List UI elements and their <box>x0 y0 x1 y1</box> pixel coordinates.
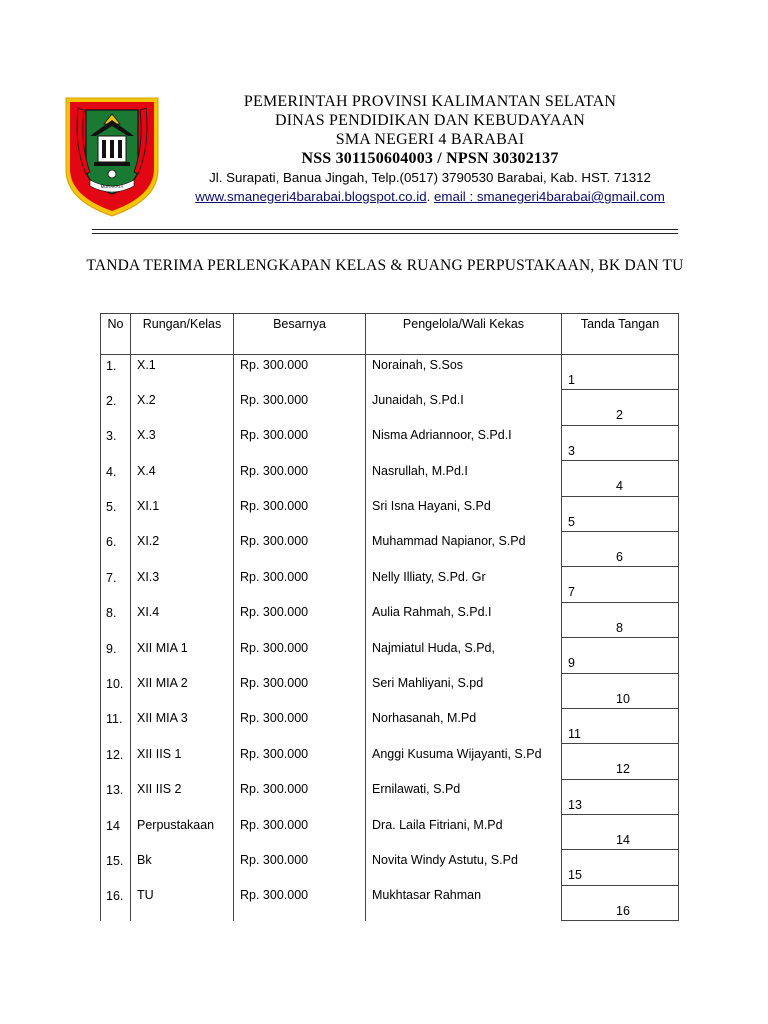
row-number-text: 15. <box>106 853 124 868</box>
manager-cell-text: Aulia Rahmah, S.Pd.I <box>372 605 492 620</box>
row-number-text: 8. <box>106 606 117 621</box>
manager-cell-text: Mukhtasar Rahman <box>372 888 482 903</box>
amount-cell-text: Rp. 300.000 <box>240 358 309 372</box>
table-header-row <box>101 314 679 355</box>
website-link[interactable]: www.smanegeri4barabai.blogspot.co.id <box>195 189 427 204</box>
signature-cell <box>562 496 679 531</box>
signature-cell <box>562 390 679 425</box>
row-number-text: 3. <box>106 429 117 444</box>
manager-cell-text: Norainah, S.Sos <box>372 358 464 372</box>
manager-cell-text: Anggi Kusuma Wijayanti, S.Pd <box>372 746 542 761</box>
header-government: PEMERINTAH PROVINSI KALIMANTAN SELATAN <box>243 93 617 110</box>
room-cell <box>131 673 234 708</box>
room-cell <box>131 425 234 460</box>
amount-cell-text: Rp. 300.000 <box>240 392 309 407</box>
manager-cell-text: Sri Isna Hayani, S.Pd <box>372 499 491 514</box>
header-school-name: SMA NEGERI 4 BARABAI <box>335 131 525 148</box>
amount-cell <box>234 885 366 920</box>
row-number-text: 14 <box>106 818 120 833</box>
row-number-text: 11. <box>106 712 123 727</box>
signature-cell <box>562 461 679 496</box>
amount-cell <box>234 567 366 602</box>
amount-cell-text: Rp. 300.000 <box>240 428 309 443</box>
manager-cell-text: Nasrullah, M.Pd.I <box>372 463 468 478</box>
table-row <box>101 355 679 390</box>
row-number-text: 7. <box>106 570 117 585</box>
manager-cell <box>366 461 562 496</box>
signature-cell-text: 10 <box>616 691 630 706</box>
amount-cell-text: Rp. 300.000 <box>240 569 309 584</box>
manager-cell <box>366 815 562 850</box>
manager-cell-text: Nelly Illiaty, S.Pd. Gr <box>372 569 486 584</box>
signature-cell <box>562 531 679 566</box>
signature-cell-text: 14 <box>616 833 630 848</box>
room-cell-text: X.4 <box>137 463 156 478</box>
amount-cell-text: Rp. 300.000 <box>240 888 309 903</box>
amount-cell <box>234 673 366 708</box>
row-number <box>101 425 131 460</box>
signature-cell-text: 6 <box>616 549 623 564</box>
header-contact: www.smanegeri4barabai.blogspot.co.id. email : smanegeri4barabai@gmail.com <box>195 189 665 204</box>
amount-cell <box>234 850 366 885</box>
column-header-signature: Tanda Tangan <box>562 314 679 355</box>
row-number-text: 9. <box>106 641 117 656</box>
row-number <box>101 496 131 531</box>
manager-cell <box>366 673 562 708</box>
room-cell-text: XII MIA 3 <box>137 711 188 726</box>
amount-cell <box>234 496 366 531</box>
row-number <box>101 531 131 566</box>
signature-cell <box>562 638 679 673</box>
table-row <box>101 496 679 531</box>
row-number <box>101 815 131 850</box>
document-title: TANDA TERIMA PERLENGKAPAN KELAS & RUANG PERPUSTAKAAN, BK DAN TU <box>86 257 684 274</box>
amount-cell <box>234 355 366 390</box>
room-cell-text: Bk <box>137 852 152 867</box>
table-body <box>101 355 679 921</box>
signature-cell-text: 7 <box>568 585 575 600</box>
row-number-text: 6. <box>106 535 117 550</box>
room-cell <box>131 496 234 531</box>
amount-cell-text: Rp. 300.000 <box>240 463 309 478</box>
signature-cell-text: 8 <box>616 620 623 635</box>
header-nss-npsn: NSS 301150604003 / NPSN 30302137 <box>301 150 559 167</box>
receipt-table <box>100 313 679 921</box>
table-row <box>101 815 679 850</box>
manager-cell-text: Novita Windy Astutu, S.Pd <box>372 852 518 867</box>
hulu-sungai-tengah-crest-icon <box>64 96 160 218</box>
amount-cell-text: Rp. 300.000 <box>240 640 309 655</box>
column-header-no: No <box>101 314 131 355</box>
table-row <box>101 708 679 743</box>
header-department: DINAS PENDIDIKAN DAN KEBUDAYAAN <box>274 112 586 129</box>
signature-cell <box>562 815 679 850</box>
manager-cell <box>366 638 562 673</box>
signature-cell-text: 3 <box>568 443 575 458</box>
room-cell-text: X.3 <box>137 428 156 443</box>
row-number <box>101 744 131 779</box>
crest-motto: MURAKATA <box>100 184 124 189</box>
room-cell-text: XII IIS 2 <box>137 782 182 797</box>
letterhead <box>160 92 700 206</box>
table-row <box>101 779 679 814</box>
table-row <box>101 602 679 637</box>
table-row <box>101 673 679 708</box>
manager-cell <box>366 496 562 531</box>
row-number <box>101 567 131 602</box>
column-header-manager: Pengelola/Wali Kekas <box>366 314 562 355</box>
row-number-text: 1. <box>106 359 117 373</box>
amount-cell-text: Rp. 300.000 <box>240 499 309 514</box>
manager-cell <box>366 850 562 885</box>
room-cell-text: XII MIA 1 <box>137 640 188 655</box>
amount-cell <box>234 425 366 460</box>
row-number <box>101 673 131 708</box>
table-row <box>101 390 679 425</box>
signature-cell <box>562 850 679 885</box>
manager-cell <box>366 390 562 425</box>
amount-cell-text: Rp. 300.000 <box>240 711 309 726</box>
room-cell <box>131 355 234 390</box>
signature-cell-text: 1 <box>568 373 575 387</box>
manager-cell <box>366 744 562 779</box>
amount-cell <box>234 531 366 566</box>
row-number <box>101 708 131 743</box>
signature-cell-text: 5 <box>568 514 575 529</box>
row-number <box>101 779 131 814</box>
manager-cell <box>366 425 562 460</box>
row-number <box>101 355 131 390</box>
signature-cell-text: 12 <box>616 762 630 777</box>
row-number-text: 16. <box>106 889 124 904</box>
room-cell <box>131 461 234 496</box>
room-cell-text: XI.4 <box>137 605 160 620</box>
room-cell-text: X.2 <box>137 392 156 407</box>
room-cell <box>131 815 234 850</box>
amount-cell-text: Rp. 300.000 <box>240 817 309 832</box>
manager-cell <box>366 355 562 390</box>
room-cell <box>131 850 234 885</box>
column-header-amount: Besarnya <box>234 314 366 355</box>
room-cell-text: XI.1 <box>137 499 160 514</box>
manager-cell-text: Junaidah, S.Pd.I <box>372 392 464 407</box>
signature-cell <box>562 708 679 743</box>
manager-cell-text: Ernilawati, S.Pd <box>372 782 461 797</box>
room-cell <box>131 567 234 602</box>
signature-cell-text: 9 <box>568 656 575 671</box>
header-address: Jl. Surapati, Banua Jingah, Telp.(0517) 3790530 Barabai, Kab. HST. 71312 <box>209 170 651 185</box>
table-row <box>101 461 679 496</box>
room-cell-text: TU <box>137 888 154 903</box>
signature-cell <box>562 744 679 779</box>
amount-cell-text: Rp. 300.000 <box>240 676 309 691</box>
manager-cell-text: Dra. Laila Fitriani, M.Pd <box>372 817 503 832</box>
letterhead-divider <box>92 229 678 230</box>
amount-cell-text: Rp. 300.000 <box>240 746 309 761</box>
signature-cell <box>562 355 679 390</box>
amount-cell <box>234 638 366 673</box>
signature-cell-text: 2 <box>616 408 623 423</box>
amount-cell <box>234 744 366 779</box>
amount-cell-text: Rp. 300.000 <box>240 605 309 620</box>
manager-cell-text: Nisma Adriannoor, S.Pd.I <box>372 428 512 443</box>
row-number <box>101 461 131 496</box>
column-header-room: Rungan/Kelas <box>131 314 234 355</box>
room-cell <box>131 885 234 920</box>
table-row <box>101 425 679 460</box>
row-number-text: 2. <box>106 393 117 408</box>
manager-cell-text: Norhasanah, M.Pd <box>372 711 477 726</box>
amount-cell <box>234 779 366 814</box>
row-number-text: 12. <box>106 747 124 762</box>
manager-cell-text: Najmiatul Huda, S.Pd, <box>372 640 495 655</box>
row-number <box>101 885 131 920</box>
amount-cell <box>234 461 366 496</box>
row-number-text: 4. <box>106 464 117 479</box>
manager-cell <box>366 602 562 637</box>
amount-cell <box>234 708 366 743</box>
row-number <box>101 390 131 425</box>
room-cell <box>131 744 234 779</box>
signature-cell <box>562 673 679 708</box>
amount-cell <box>234 602 366 637</box>
room-cell-text: X.1 <box>137 358 156 372</box>
row-number-text: 5. <box>106 500 117 515</box>
manager-cell-text: Muhammad Napianor, S.Pd <box>372 534 526 549</box>
signature-cell-text: 13 <box>568 797 582 812</box>
room-cell <box>131 779 234 814</box>
room-cell-text: XI.2 <box>137 534 160 549</box>
amount-cell-text: Rp. 300.000 <box>240 852 309 867</box>
row-number-text: 13. <box>106 783 124 798</box>
signature-cell <box>562 885 679 920</box>
room-cell-text: XII IIS 1 <box>137 746 182 761</box>
manager-cell <box>366 567 562 602</box>
amount-cell <box>234 390 366 425</box>
row-number-text: 10. <box>106 677 124 692</box>
table-row <box>101 744 679 779</box>
row-number <box>101 602 131 637</box>
table-row <box>101 850 679 885</box>
email-link[interactable]: email : smanegeri4barabai@gmail.com <box>433 189 665 204</box>
table-row <box>101 885 679 920</box>
signature-cell <box>562 567 679 602</box>
amount-cell <box>234 815 366 850</box>
signature-cell-text: 11 <box>568 726 581 741</box>
room-cell-text: Perpustakaan <box>137 817 215 832</box>
signature-cell <box>562 602 679 637</box>
room-cell-text: XI.3 <box>137 569 160 584</box>
manager-cell <box>366 885 562 920</box>
room-cell <box>131 390 234 425</box>
signature-cell <box>562 425 679 460</box>
table-row <box>101 638 679 673</box>
manager-cell-text: Seri Mahliyani, S.pd <box>372 676 484 691</box>
signature-cell-text: 4 <box>616 479 623 494</box>
room-cell <box>131 602 234 637</box>
signature-cell <box>562 779 679 814</box>
manager-cell <box>366 531 562 566</box>
room-cell-text: XII MIA 2 <box>137 676 188 691</box>
row-number <box>101 638 131 673</box>
room-cell <box>131 638 234 673</box>
letterhead-divider-second <box>92 233 678 234</box>
manager-cell <box>366 708 562 743</box>
signature-cell-text: 15 <box>568 868 582 883</box>
amount-cell-text: Rp. 300.000 <box>240 782 309 797</box>
manager-cell <box>366 779 562 814</box>
table-row <box>101 531 679 566</box>
row-number <box>101 850 131 885</box>
room-cell <box>131 708 234 743</box>
table-row <box>101 567 679 602</box>
signature-cell-text: 16 <box>616 903 630 918</box>
amount-cell-text: Rp. 300.000 <box>240 534 309 549</box>
room-cell <box>131 531 234 566</box>
